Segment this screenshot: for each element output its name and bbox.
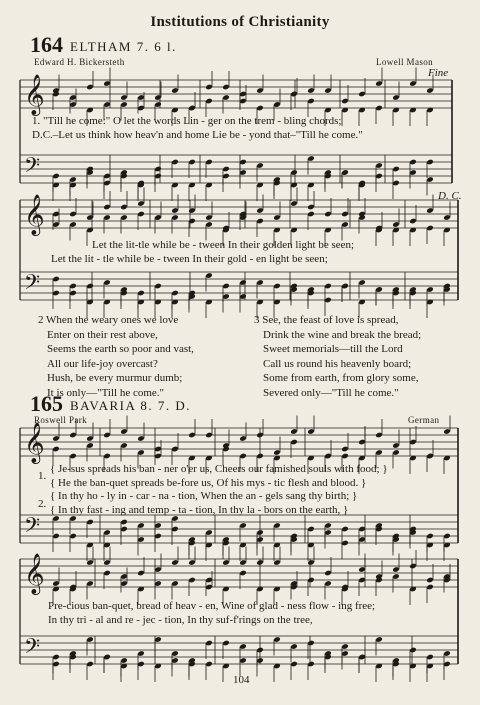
bass-clef-icon: 𝄢: [24, 153, 41, 182]
bass-clef-icon: 𝄢: [24, 634, 41, 663]
verse-3-line: Call us round his heavenly board;: [263, 357, 412, 370]
hymn-164-dc-mark: D. C.: [438, 190, 462, 202]
bass-clef-icon: 𝄢: [24, 513, 41, 542]
verse-3-line: Severed only—"Till he come.": [263, 386, 399, 399]
verse-3-line: 3 See, the feast of love is spread,: [254, 314, 399, 326]
hymn-164-fine: Fine: [428, 67, 449, 79]
verse-3-line: Sweet memorials—till the Lord: [263, 343, 403, 355]
verse-2-line: Seems the earth so poor and vast,: [47, 343, 194, 355]
treble-clef-icon: 𝄞: [24, 195, 45, 235]
hymn-165-verse-number-2: 2.: [38, 498, 47, 510]
hymn-164-lyric-1: 1. "Till he come:" O let the words Lin - ger on the trem - bling chords;: [32, 115, 342, 127]
hymn-165-lyric-1: { Je-sus spreads his ban - ner o'er us, Cheers our famished souls with food; }: [50, 463, 388, 475]
bass-clef-icon: 𝄢: [24, 270, 41, 299]
hymn-165-composer: German: [408, 415, 440, 425]
verse-2-line: All our life-joy overcast?: [47, 357, 158, 370]
hymn-164-verse-3: [254, 313, 421, 400]
hymn-165-number: 165: [30, 391, 63, 416]
hymn-165-tune: BAVARIA 8. 7. D.: [70, 398, 192, 413]
hymn-164-lyric-4: Let the lit - tle while be - tween In their gold - en light be seen;: [51, 253, 328, 265]
verse-3-line: Some from earth, from glory some,: [263, 372, 419, 384]
hymn-164-lyric-3: Let the lit-tle while be - tween In their golden light be seen;: [92, 239, 355, 251]
section-title: Institutions of Christianity: [150, 14, 330, 30]
hymn-164-author: Edward H. Bickersteth: [34, 57, 125, 67]
hymn-164-composer: Lowell Mason: [376, 57, 434, 67]
hymn-165-lyric-3: { In thy ho - ly in - car - na - tion, When the an - gels sang thy birth; }: [50, 490, 358, 502]
hymn-165-lyric-2: { He the ban-quet spreads be-fore us, Of his mys - tic flesh and blood. }: [50, 477, 367, 489]
hymn-164-verse-2: [38, 313, 194, 400]
hymn-165-lyric-4: { In thy fast - ing and temp - ta - tion, In thy la - bors on the earth, }: [50, 504, 349, 516]
verse-3-line: Drink the wine and break the bread;: [263, 328, 422, 341]
verse-2-line: Hush, be every murmur dumb;: [47, 372, 183, 384]
verse-2-line: 2 When the weary ones we love: [38, 314, 179, 326]
treble-clef-icon: 𝄞: [24, 75, 45, 115]
hymn-165-lyric-5: Pre-cious ban-quet, bread of heav - en, Wine of glad - ness flow - ing free;: [48, 600, 376, 612]
hymn-164-lyric-2: D.C.–Let us think how heav'n and home Lie be - yond that–"Till he come.": [32, 129, 363, 141]
treble-clef-icon: 𝄞: [24, 423, 45, 463]
hymn-165-verse-number-1: 1.: [38, 470, 47, 482]
page-number: 104: [233, 674, 250, 686]
verse-2-line: It is only—"Till he come.": [47, 386, 165, 399]
hymn-165-author: Roswell Park: [34, 415, 88, 425]
verse-2-line: Enter on their rest above,: [47, 328, 158, 341]
hymn-164-tune: ELTHAM 7. 6 l.: [70, 39, 177, 54]
treble-clef-icon: 𝄞: [24, 554, 45, 594]
hymn-164-number: 164: [30, 32, 63, 57]
hymn-165-lyric-6: In thy tri - al and re - jec - tion, In thy suf-f'rings on the tree,: [48, 614, 313, 626]
